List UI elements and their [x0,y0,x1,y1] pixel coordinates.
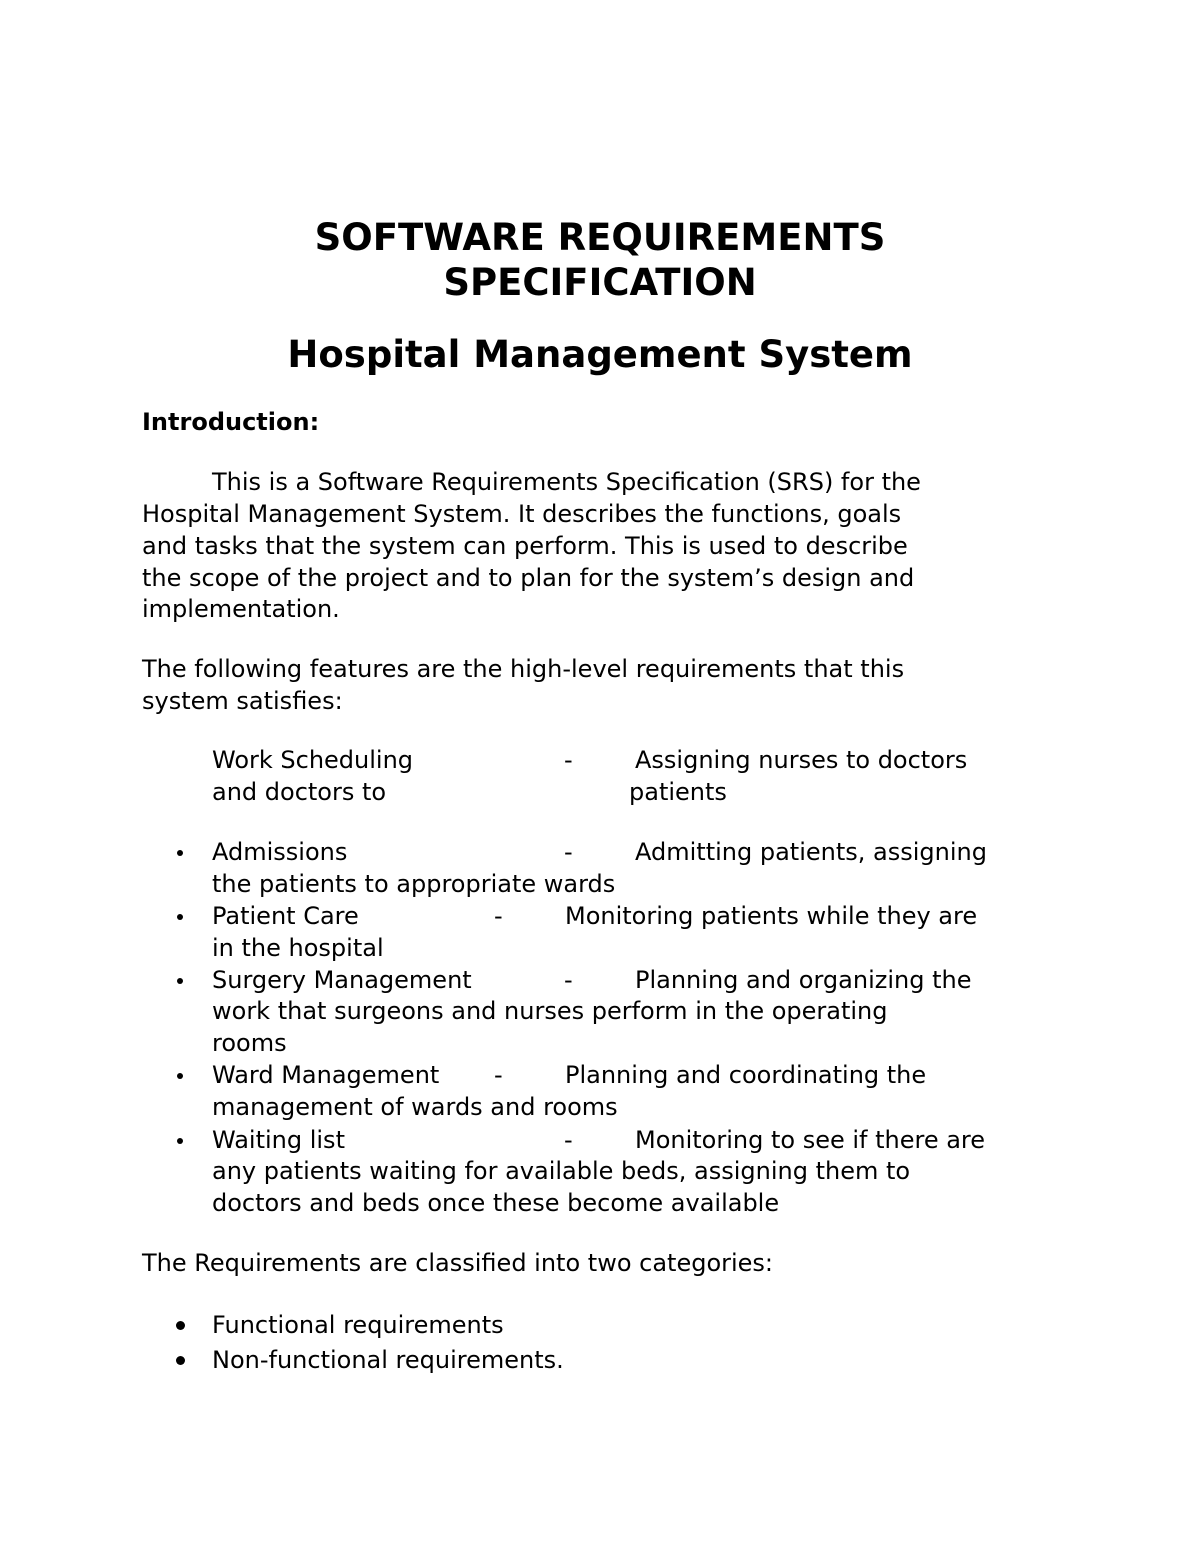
bullet-icon [176,1321,185,1330]
feature-name: Admissions [212,838,348,866]
feature-continuation: rooms [212,1029,287,1057]
features-intro-line: The following features are the high-level requirements that this [142,655,905,683]
intro-line: This is a Software Requirements Specification (SRS) for the [212,468,921,496]
intro-line: and tasks that the system can perform. This is used to describe [142,532,908,560]
bullet-icon [177,978,183,984]
feature-continuation: any patients waiting for available beds, assigning them to [212,1157,911,1185]
bullet-icon [177,1138,183,1144]
feature-name: Waiting list [212,1126,345,1154]
feature-name: Work Scheduling [212,746,414,774]
document-title-line-2: SPECIFICATION [443,261,757,304]
intro-line: the scope of the project and to plan for the system’s design and [142,564,915,592]
classification-intro: The Requirements are classified into two categories: [142,1249,774,1277]
feature-name: Ward Management [212,1061,440,1089]
feature-continuation: work that surgeons and nurses perform in the operating [212,997,888,1025]
document-title-line-1: SOFTWARE REQUIREMENTS [314,216,886,259]
feature-continuation: the patients to appropriate wards [212,870,616,898]
bullet-icon [177,1073,183,1079]
feature-name: Surgery Management [212,966,472,994]
feature-continuation: and doctors to [212,778,387,806]
feature-description: Admitting patients, assigning [635,838,987,866]
bullet-icon [177,850,183,856]
features-intro-line: system satisfies: [142,687,343,715]
feature-description: Planning and organizing the [635,966,972,994]
feature-dash: - [564,1126,573,1154]
intro-line: Hospital Management System. It describes the functions, goals [142,500,902,528]
feature-description: Assigning nurses to doctors [635,746,968,774]
bullet-icon [177,914,183,920]
intro-heading: Introduction: [142,408,320,436]
feature-description: Monitoring to see if there are [635,1126,986,1154]
category-label: Functional requirements [212,1311,504,1339]
feature-description: Planning and coordinating the [565,1061,927,1089]
category-label: Non-functional requirements. [212,1346,564,1374]
feature-continuation: management of wards and rooms [212,1093,618,1121]
feature-dash: - [564,838,573,866]
intro-line: implementation. [142,595,340,623]
feature-dash: - [494,1061,503,1089]
feature-dash: - [564,966,573,994]
feature-dash: - [564,746,573,774]
feature-description: Monitoring patients while they are [565,902,978,930]
feature-continuation: doctors and beds once these become available [212,1189,780,1217]
bullet-icon [176,1356,185,1365]
feature-dash: - [494,902,503,930]
feature-continuation: in the hospital [212,934,384,962]
document-subtitle: Hospital Management System [287,333,913,376]
feature-continuation: patients [629,778,727,806]
feature-name: Patient Care [212,902,359,930]
